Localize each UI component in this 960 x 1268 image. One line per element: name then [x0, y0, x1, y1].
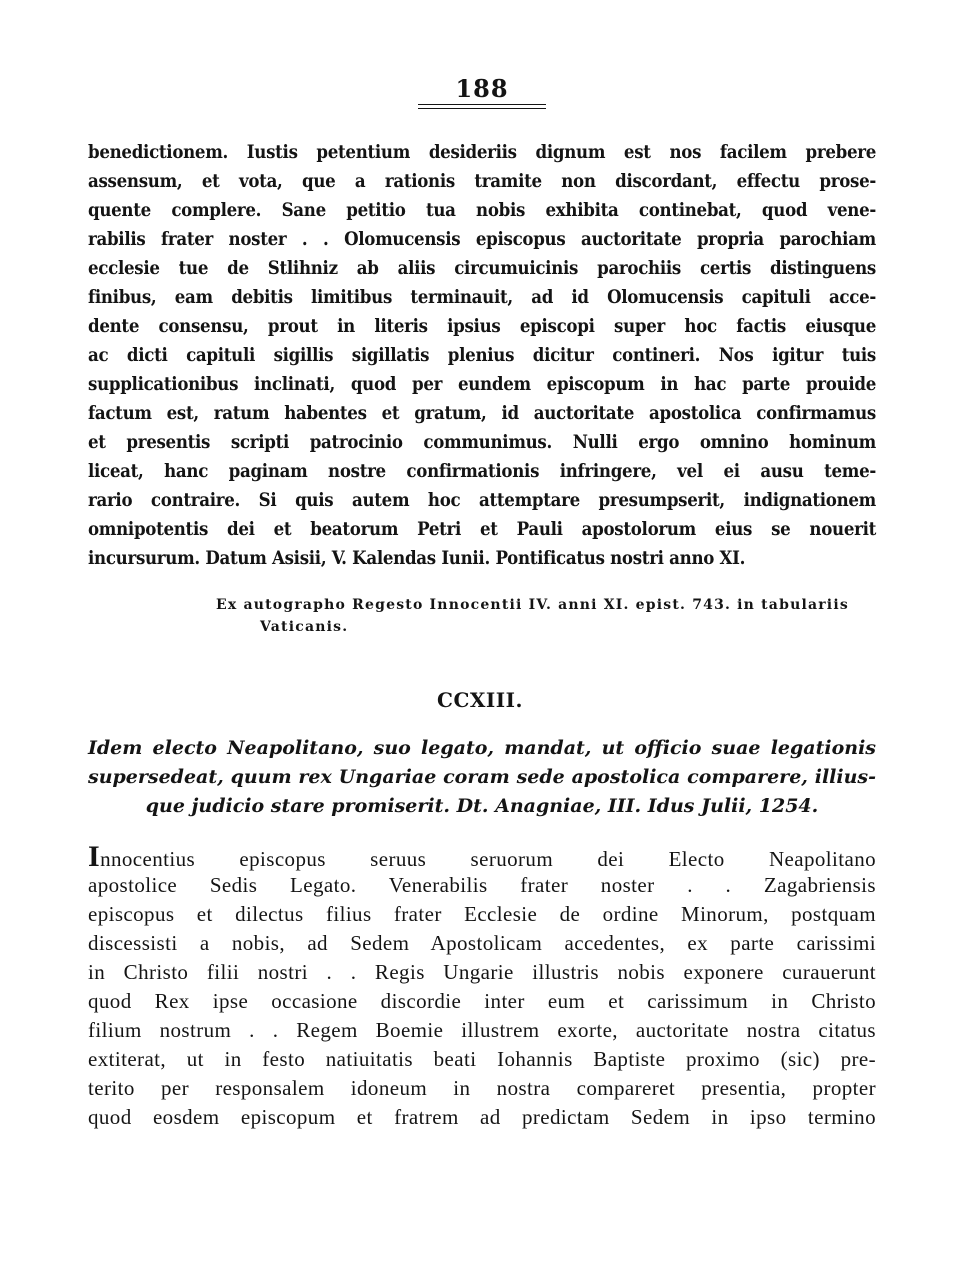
text-line: terito per responsalem idoneum in nostra compareret presentia, propter — [88, 1076, 876, 1100]
text-line: assensum, et vota, que a rationis tramite non discordant, effectu prose- — [88, 171, 876, 192]
text-line: discessisti a nobis, ad Sedem Apostolicam accedentes, ex parte carissimi — [88, 931, 876, 955]
source-note-line: Vaticanis. — [260, 619, 349, 635]
source-note — [216, 594, 876, 638]
text-line: liceat, hanc paginam nostre confirmationis infringere, vel ei ausu teme- — [88, 461, 876, 482]
text-line: episcopus et dilectus filius frater Ecclesie de ordine Minorum, postquam — [88, 902, 876, 926]
text-line: factum est, ratum habentes et gratum, id auctoritate apostolica confirmamus — [88, 403, 876, 424]
text-line: finibus, eam debitis limitibus terminauit, ad id Olomucensis capituli acce- — [88, 287, 876, 308]
summary-line: Idem electo Neapolitano, suo legato, mandat, ut officio suae legationis — [88, 737, 876, 759]
text-line: et presentis scripti patrocinio communimus. Nulli ergo omnino hominum — [88, 432, 876, 453]
text-line: benedictionem. Iustis petentium desideriis dignum est nos facilem prebere — [88, 142, 876, 163]
paragraph-1 — [88, 138, 876, 573]
text-line: dente consensu, prout in literis ipsius episcopi super hoc factis eiusque — [88, 316, 876, 337]
text-line: ecclesie tue de Stlihniz ab aliis circumuicinis parochiis certis distinguens — [88, 258, 876, 279]
page-number-rule — [418, 104, 546, 105]
text-line: quod eosdem episcopum et fratrem ad predictam Sedem in ipso termino — [88, 1105, 876, 1129]
text-line: rabilis frater noster . . Olomucensis episcopus auctoritate propria parochiam — [88, 229, 876, 250]
first-line-text: nnocentius episcopus seruus seruorum dei Electo Neapolitano — [100, 847, 876, 871]
paragraph-2 — [88, 842, 876, 1132]
text-line: extiterat, ut in festo natiuitatis beati Iohannis Baptiste proximo (sic) pre- — [88, 1047, 876, 1071]
text-line: incursurum. Datum Asisii, V. Kalendas Iunii. Pontificatus nostri anno XI. — [88, 548, 746, 569]
text-line: omnipotentis dei et beatorum Petri et Pauli apostolorum eius se nouerit — [88, 519, 876, 540]
text-line: supplicationibus inclinati, quod per eundem episcopum in hac parte prouide — [88, 374, 876, 395]
text-line: apostolice Sedis Legato. Venerabilis frater noster . . Zagabriensis — [88, 873, 876, 897]
text-line: ac dicti capituli sigillis sigillatis plenius dicitur contineri. Nos igitur tuis — [88, 345, 876, 366]
initial-letter: I — [88, 840, 101, 873]
page-number-rule-thin — [418, 108, 546, 109]
summary-line: que judicio stare promiserit. Dt. Anagniae, III. Idus Julii, 1254. — [145, 795, 819, 817]
text-line: quod Rex ipse occasione discordie inter eum et carissimum in Christo — [88, 989, 876, 1013]
document-summary — [88, 734, 876, 821]
text-line: filium nostrum . . Regem Boemie illustrem exorte, auctoritate nostra citatus — [88, 1018, 876, 1042]
text-line: quente complere. Sane petitio tua nobis exhibita continebat, quod vene- — [88, 200, 876, 221]
text-line: rario contraire. Si quis autem hoc attemptare presumpserit, indignationem — [88, 490, 876, 511]
page-number: 188 — [455, 74, 509, 103]
text-line-first — [88, 842, 876, 871]
summary-line: supersedeat, quum rex Ungariae coram sede apostolica comparere, illius- — [88, 766, 876, 788]
text-line: in Christo filii nostri . . Regis Ungarie illustris nobis exponere curauerunt — [88, 960, 876, 984]
document-number: CCXIII. — [437, 688, 523, 712]
source-note-line: Ex autographo Regesto Innocentii IV. anni XI. epist. 743. in tabulariis — [216, 597, 849, 613]
